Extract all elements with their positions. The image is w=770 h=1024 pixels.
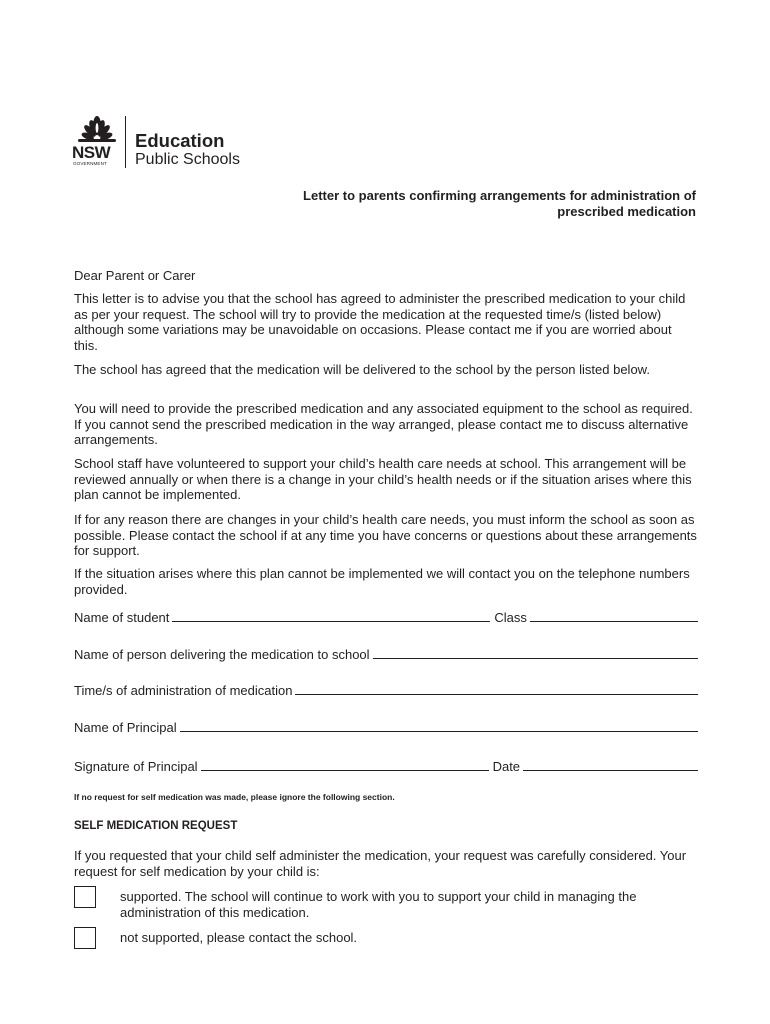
delivering-person-row [74,647,698,663]
delivering-person-label: Name of person delivering the medication to school [74,647,370,662]
not-supported-option-label: not supported, please contact the school. [120,930,358,945]
logo-government-text: GOVERNMENT [73,161,107,166]
logo-nsw-text: NSW [72,143,111,162]
self-medication-heading: SELF MEDICATION REQUEST [74,820,238,832]
principal-signature-field[interactable] [201,759,489,771]
administration-times-field[interactable] [295,683,698,695]
not-supported-checkbox[interactable] [74,927,96,949]
paragraph-6: If the situation arises where this plan cannot be implemented we will contact you on the telephone numbers provided. [74,566,690,597]
principal-signature-row [74,759,698,775]
class-label: Class [494,610,527,625]
logo-education-text: Education [135,130,225,151]
principal-signature-label: Signature of Principal [74,759,198,774]
paragraph-1: This letter is to advise you that the school has agreed to administer the prescribed medication to your child as per your request. The school will try to provide the medication at the requested time/s (listed below) although some variations may be unavoidable on occasions. Please contact me if you are worried about this. [74,291,686,353]
letter-title: Letter to parents confirming arrangements for administration of prescribed medication [303,188,696,219]
salutation: Dear Parent or Carer [74,268,196,283]
paragraph-4: School staff have volunteered to support your child’s health care needs at school. This arrangement will be reviewed annually or when there is a change in your child’s health needs or if the situation arises where this plan cannot be implemented. [74,456,692,502]
delivering-person-field[interactable] [373,647,698,659]
paragraph-3: You will need to provide the prescribed medication and any associated equipment to the school as required. If you cannot send the prescribed medication in the way arranged, please contact me to discuss alternative arrangements. [74,401,693,447]
principal-name-field[interactable] [180,720,698,732]
class-field[interactable] [530,610,698,622]
logo-divider [125,116,126,168]
supported-checkbox[interactable] [74,886,96,908]
student-name-row [74,610,698,626]
student-name-field[interactable] [172,610,490,622]
supported-option-label: supported. The school will continue to work with you to support your child in managing the administration of this medication. [120,889,637,920]
nsw-education-logo [72,114,272,170]
principal-name-row [74,720,698,736]
waratah-icon [72,114,122,144]
student-name-label: Name of student [74,610,170,625]
date-field[interactable] [523,759,698,771]
logo-public-schools-text: Public Schools [135,151,240,168]
paragraph-2: The school has agreed that the medication will be delivered to the school by the person listed below. [74,362,650,377]
self-medication-intro: If you requested that your child self administer the medication, your request was carefully considered. Your request for self medication by your child is: [74,848,687,879]
administration-times-label: Time/s of administration of medication [74,683,293,698]
administration-times-row [74,683,698,699]
date-label: Date [492,759,521,774]
principal-name-label: Name of Principal [74,720,177,735]
self-medication-note: If no request for self medication was made, please ignore the following section. [74,792,395,802]
paragraph-5: If for any reason there are changes in your child’s health care needs, you must inform the school as soon as possible. Please contact the school if at any time you have concerns or questions about these arrangements for support. [74,512,697,558]
